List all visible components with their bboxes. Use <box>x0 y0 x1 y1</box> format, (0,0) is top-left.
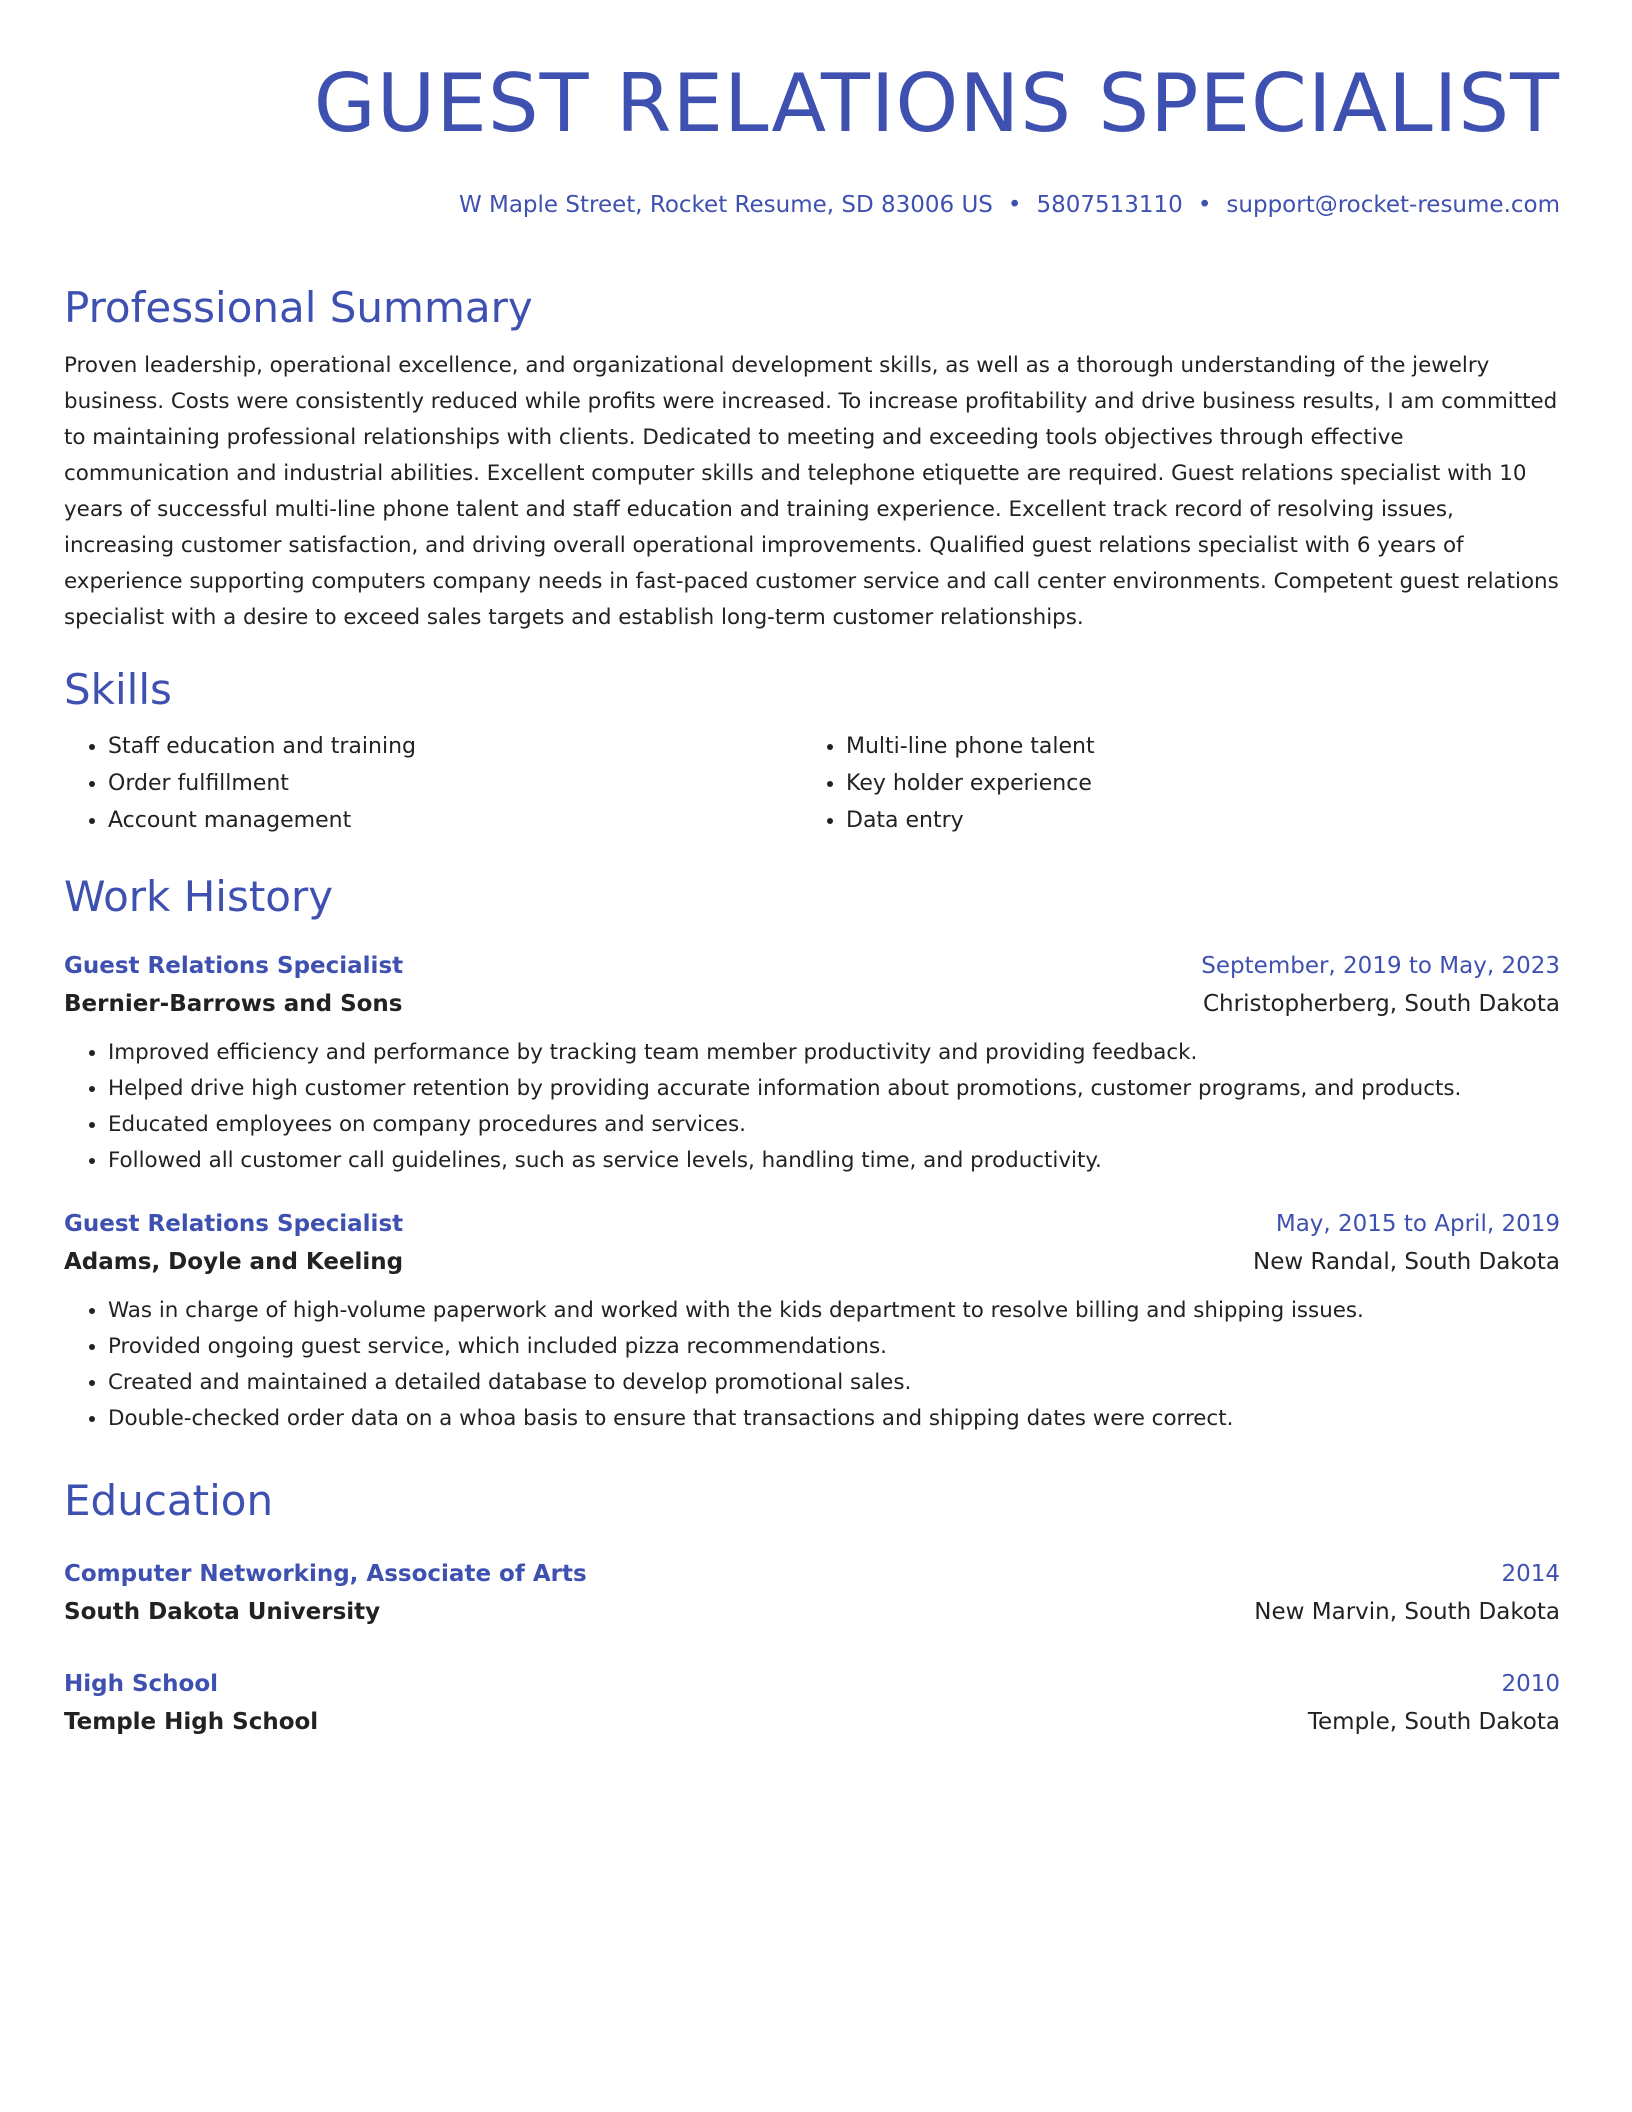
skills-list <box>64 728 1560 839</box>
skills-column-left <box>64 728 802 839</box>
skill-item: • Order fulfillment <box>108 765 802 802</box>
skill-item: • Key holder experience <box>846 765 1540 802</box>
education-heading: Education <box>64 1476 274 1525</box>
contact-separator: • <box>1197 192 1212 218</box>
education-location: Temple, South Dakota <box>1307 1709 1560 1735</box>
education-year: 2014 <box>1501 1561 1560 1587</box>
skills-heading: Skills <box>64 665 172 714</box>
education-location: New Marvin, South Dakota <box>1254 1599 1560 1625</box>
job-bullet: • Created and maintained a detailed database to develop promotional sales. <box>108 1365 1560 1401</box>
job-bullet: • Provided ongoing guest service, which included pizza recommendations. <box>108 1329 1560 1365</box>
education-entry <box>64 1665 1560 1741</box>
contact-address: W Maple Street, Rocket Resume, SD 83006 US <box>458 192 993 218</box>
job-bullets <box>64 1035 1560 1179</box>
education-school: Temple High School <box>64 1709 319 1735</box>
education-degree: High School <box>64 1671 219 1697</box>
job-bullets <box>64 1293 1560 1437</box>
job-company: Bernier-Barrows and Sons <box>64 991 403 1017</box>
job-company: Adams, Doyle and Keeling <box>64 1249 404 1275</box>
education-degree: Computer Networking, Associate of Arts <box>64 1561 587 1587</box>
skill-item: • Account management <box>108 802 802 839</box>
skills-column-right <box>802 728 1540 839</box>
job-bullet: • Followed all customer call guidelines, such as service levels, handling time, and productivity. <box>108 1143 1560 1179</box>
education-entry <box>64 1555 1560 1631</box>
contact-separator: • <box>1007 192 1022 218</box>
job-dates: September, 2019 to May, 2023 <box>1201 953 1560 979</box>
job-entry <box>64 947 1560 1179</box>
resume-page <box>64 0 1560 1741</box>
job-bullet: • Helped drive high customer retention by providing accurate information about promotions, customer programs, and products. <box>108 1071 1560 1107</box>
job-bullet: • Double-checked order data on a whoa basis to ensure that transactions and shipping dates were correct. <box>108 1401 1560 1437</box>
contact-phone[interactable]: 5807513110 <box>1036 192 1183 218</box>
contact-email[interactable]: support@rocket-resume.com <box>1226 192 1560 218</box>
work-history-heading: Work History <box>64 872 334 921</box>
summary-text: Proven leadership, operational excellence, and organizational development skills, as well as a thorough understanding of the jewelry business. Costs were consistently reduced while profits were increased. To increase profitability and drive business results, I am committed to maintaining professional relationships with clients. Dedicated to meeting and exceeding tools objectives through effective communication and industrial abilities. Excellent computer skills and telephone etiquette are required. Guest relations specialist with 10 years of successful multi-line phone talent and staff education and training experience. Excellent track record of resolving issues, increasing customer satisfaction, and driving overall operational improvements. Qualified guest relations specialist with 6 years of experience supporting computers company needs in fast-paced customer service and call center environments. Competent guest relations specialist with a desire to exceed sales targets and establish long-term customer relationships. <box>64 353 1559 630</box>
job-title: Guest Relations Specialist <box>64 1211 404 1237</box>
skill-item: • Staff education and training <box>108 728 802 765</box>
skill-item: • Multi-line phone talent <box>846 728 1540 765</box>
job-bullet: • Improved efficiency and performance by tracking team member productivity and providing feedback. <box>108 1035 1560 1071</box>
contact-line <box>64 190 1560 220</box>
resume-name-title: GUEST RELATIONS SPECIALIST <box>313 57 1560 150</box>
job-bullet: • Was in charge of high-volume paperwork and worked with the kids department to resolve billing and shipping issues. <box>108 1293 1560 1329</box>
job-dates: May, 2015 to April, 2019 <box>1275 1211 1560 1237</box>
education-school: South Dakota University <box>64 1599 381 1625</box>
skill-item: • Data entry <box>846 802 1540 839</box>
job-location: Christopherberg, South Dakota <box>1202 991 1560 1017</box>
education-year: 2010 <box>1501 1671 1560 1697</box>
job-bullet: • Educated employees on company procedures and services. <box>108 1107 1560 1143</box>
job-title: Guest Relations Specialist <box>64 953 404 979</box>
summary-heading: Professional Summary <box>64 283 533 332</box>
job-entry <box>64 1205 1560 1437</box>
job-location: New Randal, South Dakota <box>1253 1249 1560 1275</box>
